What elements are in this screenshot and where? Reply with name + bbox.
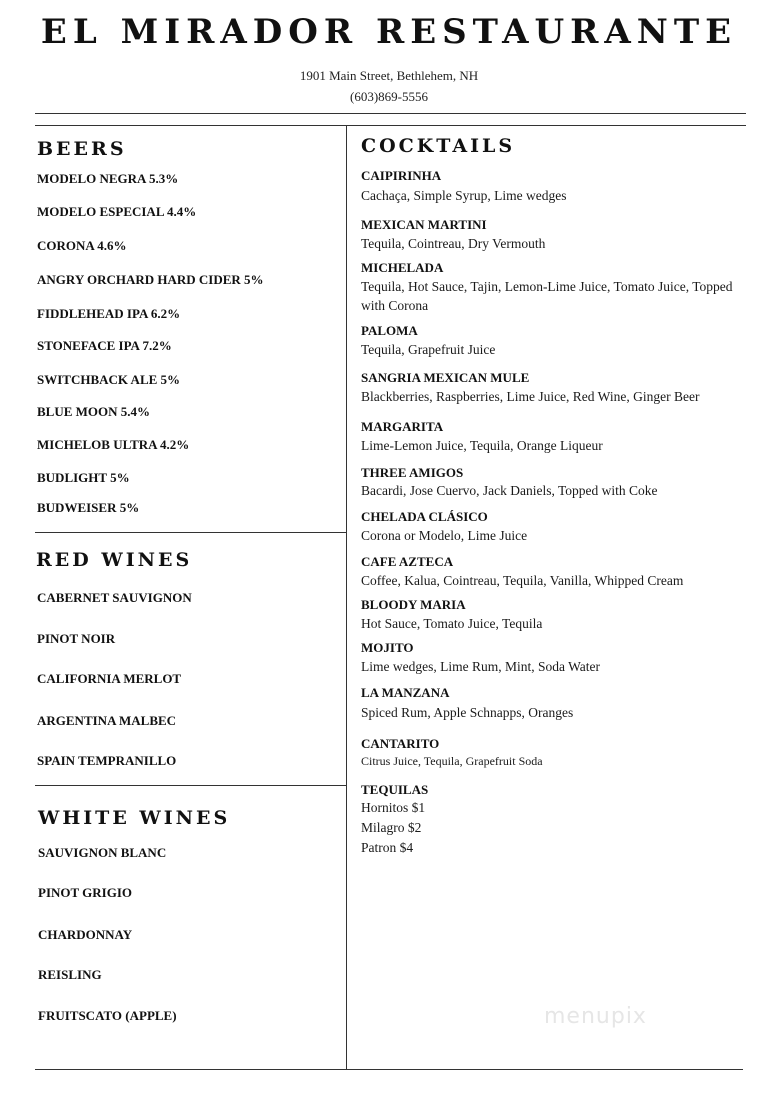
beer-item: SWITCHBACK ALE 5% (37, 372, 181, 387)
cocktail-description: Lime wedges, Lime Rum, Mint, Soda Water (361, 659, 600, 674)
cocktail-description: Citrus Juice, Tequila, Grapefruit Soda (361, 754, 543, 768)
tequilas-heading: TEQUILAS (361, 782, 429, 797)
red-wine-item: CABERNET SAUVIGNON (37, 590, 192, 605)
tequila-item: Milagro $2 (361, 820, 422, 835)
red-wine-item: SPAIN TEMPRANILLO (37, 753, 177, 768)
cocktail-description: Tequila, Cointreau, Dry Vermouth (361, 236, 546, 251)
red-wine-item: PINOT NOIR (37, 631, 116, 646)
white-wine-item: FRUITSCATO (APPLE) (38, 1008, 177, 1023)
red-white-divider (35, 785, 346, 786)
cocktail-name: MEXICAN MARTINI (361, 217, 487, 232)
beer-item: MICHELOB ULTRA 4.2% (37, 437, 190, 452)
beer-item: MODELO NEGRA 5.3% (37, 171, 179, 186)
cocktail-description: Tequila, Hot Sauce, Tajin, Lemon-Lime Juice, Tomato Juice, Topped with Corona (361, 279, 733, 313)
red-wines-heading: RED WINES (36, 549, 193, 571)
cocktail-name: BLOODY MARIA (361, 597, 466, 612)
beer-item: BUDLIGHT 5% (37, 470, 130, 485)
cocktail-description: Tequila, Grapefruit Juice (361, 342, 496, 357)
restaurant-title: EL MIRADOR RESTAURANTE (40, 12, 738, 52)
tequila-item: Hornitos $1 (361, 800, 426, 815)
beer-item: FIDDLEHEAD IPA 6.2% (37, 306, 181, 321)
tequila-item: Patron $4 (361, 840, 414, 855)
beer-item: CORONA 4.6% (37, 238, 127, 253)
cocktail-description: Lime-Lemon Juice, Tequila, Orange Liqueur (361, 438, 603, 453)
column-divider (346, 125, 347, 1069)
red-wine-item: ARGENTINA MALBEC (37, 713, 177, 728)
white-wine-item: SAUVIGNON BLANC (38, 845, 167, 860)
white-wine-item: CHARDONNAY (38, 927, 133, 942)
cocktail-description: Corona or Modelo, Lime Juice (361, 528, 528, 543)
beers-heading: BEERS (37, 138, 127, 160)
cocktail-name: MICHELADA (361, 260, 444, 275)
beer-item: MODELO ESPECIAL 4.4% (37, 204, 197, 219)
cocktail-description: Hot Sauce, Tomato Juice, Tequila (361, 616, 543, 631)
beers-red-divider (35, 532, 346, 533)
footer-divider (35, 1069, 743, 1070)
red-wine-item: CALIFORNIA MERLOT (37, 671, 182, 686)
cocktail-description: Cachaça, Simple Syrup, Lime wedges (361, 188, 567, 203)
beer-item: BLUE MOON 5.4% (37, 404, 151, 419)
cocktail-name: CHELADA CLÁSICO (361, 509, 488, 524)
beer-item: STONEFACE IPA 7.2% (37, 338, 172, 353)
restaurant-phone: (603)869-5556 (350, 89, 428, 104)
menupix-watermark: menupix (544, 1004, 647, 1029)
header-divider-top (35, 113, 746, 114)
cocktail-description: Blackberries, Raspberries, Lime Juice, Red Wine, Ginger Beer (361, 389, 700, 404)
header-divider-bottom (35, 125, 746, 126)
cocktail-name: CAIPIRINHA (361, 168, 442, 183)
white-wine-item: REISLING (38, 967, 102, 982)
cocktail-name: MARGARITA (361, 419, 444, 434)
cocktail-name: SANGRIA MEXICAN MULE (361, 370, 530, 385)
white-wine-item: PINOT GRIGIO (38, 885, 133, 900)
restaurant-address: 1901 Main Street, Bethlehem, NH (299, 68, 479, 83)
cocktail-name: MOJITO (361, 640, 414, 655)
cocktail-name: CAFE AZTECA (361, 554, 454, 569)
beer-item: BUDWEISER 5% (37, 500, 140, 515)
cocktail-name: LA MANZANA (361, 685, 450, 700)
cocktail-description: Spiced Rum, Apple Schnapps, Oranges (361, 705, 574, 720)
cocktail-description: Bacardi, Jose Cuervo, Jack Daniels, Topped with Coke (361, 483, 658, 498)
beer-item: ANGRY ORCHARD HARD CIDER 5% (37, 272, 264, 287)
cocktail-name: CANTARITO (361, 736, 440, 751)
cocktail-name: THREE AMIGOS (361, 465, 464, 480)
cocktail-name: PALOMA (361, 323, 418, 338)
cocktails-heading: COCKTAILS (361, 135, 516, 157)
white-wines-heading: WHITE WINES (38, 807, 231, 829)
cocktail-description: Coffee, Kalua, Cointreau, Tequila, Vanilla, Whipped Cream (361, 573, 684, 588)
